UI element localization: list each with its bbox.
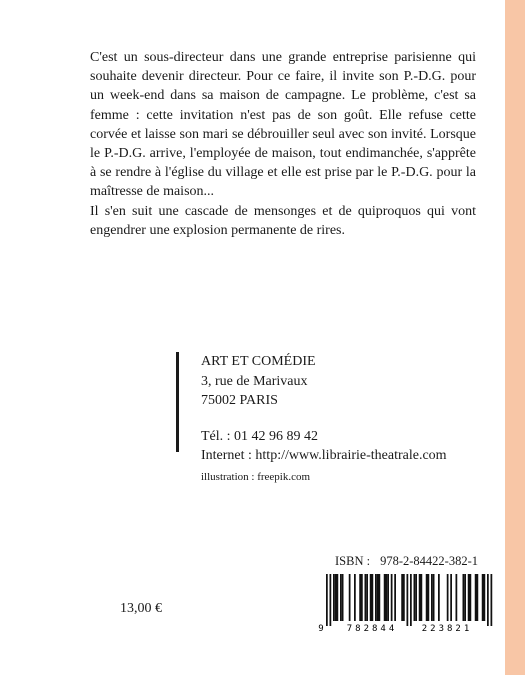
illustration-credit: illustration : freepik.com	[201, 471, 311, 483]
barcode-bar	[487, 574, 489, 626]
barcode-bar	[407, 574, 409, 626]
barcode-bar	[410, 574, 412, 626]
barcode-bar	[419, 574, 421, 621]
barcode-bar	[354, 574, 356, 621]
isbn-barcode	[317, 572, 497, 634]
barcode-bar	[342, 574, 344, 621]
publisher-city: 75002 PARIS	[201, 393, 278, 408]
publisher-website: Internet : http://www.librairie-theatrale.com	[201, 448, 447, 463]
isbn-label: ISBN :	[335, 554, 371, 568]
publisher-street: 3, rue de Marivaux	[201, 373, 308, 389]
spine-color-strip	[505, 0, 525, 675]
barcode-bar	[372, 574, 374, 621]
barcode-bar	[333, 574, 335, 621]
barcode-bar	[330, 574, 332, 626]
barcode-bar	[450, 574, 452, 621]
barcode-bar	[484, 574, 486, 621]
barcode-bar	[414, 574, 416, 621]
synopsis-paragraph: Il s'en suit une cascade de mensonges et de quiproquos qui vont engendrer une explosion permanente de rires.	[90, 203, 476, 238]
barcode-bar	[384, 574, 386, 621]
barcode-bar	[426, 574, 428, 621]
barcode-bar	[447, 574, 449, 621]
barcode-bar	[391, 574, 393, 621]
barcode-bar	[491, 574, 493, 626]
barcode-bar	[359, 574, 361, 621]
barcode-bar	[428, 574, 430, 621]
barcode-bar	[463, 574, 465, 621]
barcode-bar	[387, 574, 389, 621]
barcode-digits-left: 782844	[346, 624, 398, 634]
barcode-bar	[403, 574, 405, 621]
synopsis-text	[90, 48, 476, 240]
barcode-bar	[482, 574, 484, 621]
barcode-bar	[438, 574, 440, 621]
barcode-digits-right: 223821	[421, 624, 473, 634]
barcode-bar	[401, 574, 403, 621]
barcode-bar	[377, 574, 379, 621]
barcode-bar	[340, 574, 342, 621]
barcode-bar	[468, 574, 470, 621]
book-price: 13,00 €	[120, 601, 162, 616]
barcode-bar	[326, 574, 328, 626]
barcode-bar	[375, 574, 377, 621]
barcode-bar	[335, 574, 337, 621]
barcode-bar	[433, 574, 435, 621]
barcode-bar	[415, 574, 417, 621]
barcode-bar	[394, 574, 396, 621]
publisher-name: ART ET COMÉDIE	[201, 354, 316, 369]
barcode-bar	[365, 574, 367, 621]
barcode-bar	[386, 574, 388, 621]
isbn-line	[335, 553, 478, 569]
synopsis-paragraph: C'est un sous-directeur dans une grande entreprise parisienne qui souhaite devenir directeur. Pour ce faire, il invite son P.-D.G. pour un week-end dans sa maison de campagne. Le problème, c'est sa femme : cette invitation n'est pas de son goût. Elle refuse cette corvée et laisse son mari se débrouiller seul avec son invité. Lorsque le P.-D.G. arrive, l'employée de maison, tout endimanchée, s'apprête à se rendre à l'église du village et elle est prise par le P.-D.G. pour la maîtresse de maison...	[90, 50, 476, 200]
barcode-bar	[366, 574, 368, 621]
publisher-address-block	[176, 352, 447, 463]
publisher-phone: Tél. : 01 42 96 89 42	[201, 428, 319, 444]
barcode-bar	[370, 574, 372, 621]
barcode-bar	[464, 574, 466, 621]
barcode-bar	[475, 574, 477, 621]
barcode-bar	[456, 574, 458, 621]
barcode-bar	[361, 574, 363, 621]
barcode-bar	[421, 574, 423, 621]
isbn-number: 978-2-84422-382-1	[380, 554, 478, 568]
barcode-bar	[470, 574, 472, 621]
barcode-bar	[477, 574, 479, 621]
barcode-bar	[337, 574, 339, 621]
barcode-bar	[379, 574, 381, 621]
barcode-digit-lead: 9	[318, 624, 324, 634]
barcode-bar	[349, 574, 351, 621]
barcode-bar	[431, 574, 433, 621]
